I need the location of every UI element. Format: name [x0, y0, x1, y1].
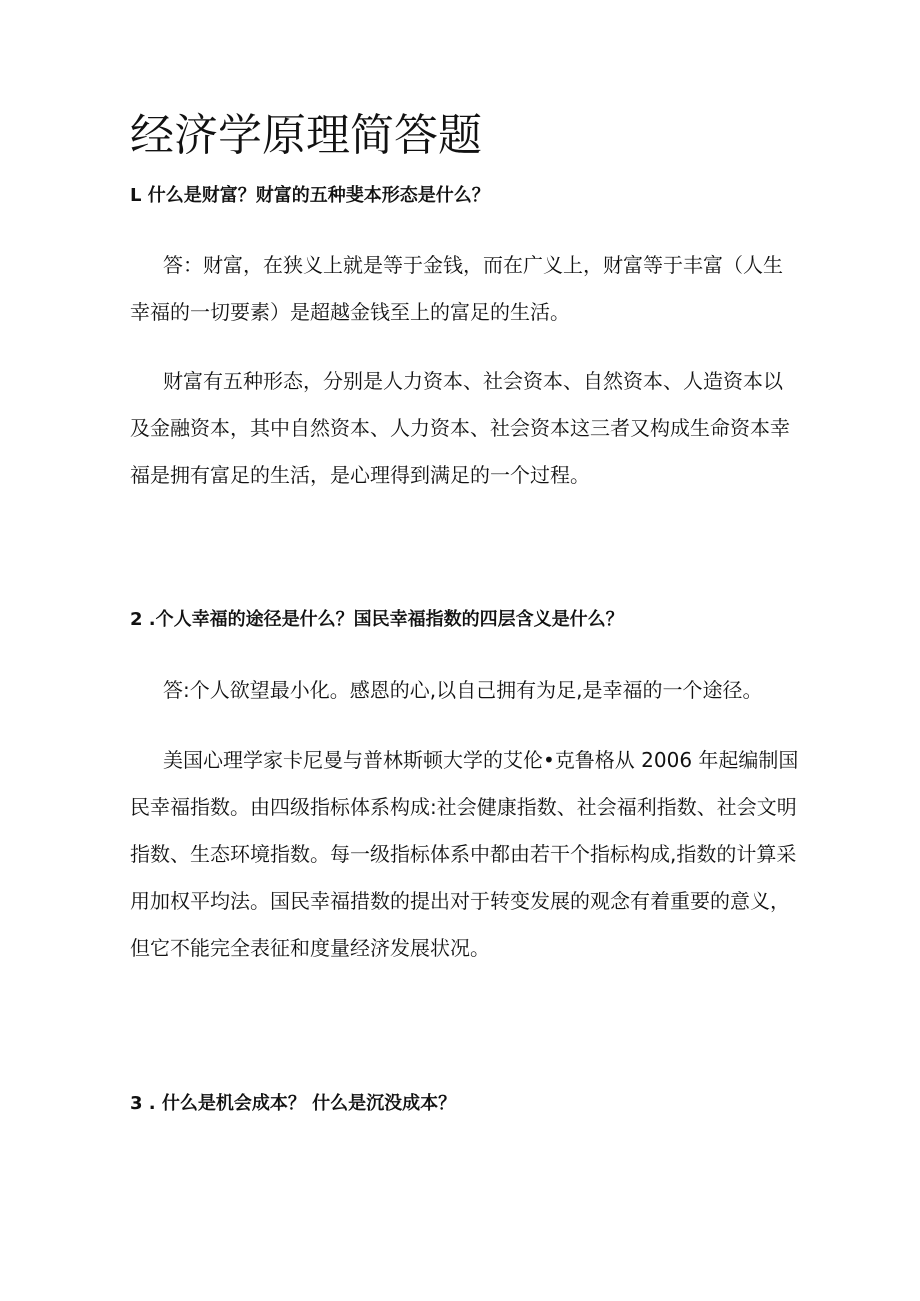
question-1: L 什么是财富？财富的五种斐本形态是什么？ [130, 185, 490, 206]
text-line: 及金融资本，其中自然资本、人力资本、社会资本这三者又构成生命资本幸 [130, 416, 790, 440]
text-line: 福是拥有富足的生活，是心理得到满足的一个过程。 [130, 463, 590, 487]
text-line: 财富有五种形态，分别是人力资本、社会资本、自然资本、人造资本以 [163, 369, 783, 393]
q2-answer-paragraph-1 [130, 667, 800, 714]
q1-answer-paragraph-1 [130, 242, 800, 336]
text-line: 指数、生态环境指数。每一级指标体系中都由若干个指标构成,指数的计算采 [130, 842, 797, 866]
q1-answer-paragraph-2 [130, 358, 800, 499]
q2-answer-paragraph-2 [130, 737, 800, 972]
question-3: 3 . 什么是机会成本？ 什么是沉没成本？ [130, 1093, 457, 1114]
text-line: 答：财富，在狭义上就是等于金钱，而在广义上，财富等于丰富（人生 [163, 253, 783, 277]
text-line: 民幸福指数。由四级指标体系构成:社会健康指数、社会福利指数、社会文明 [130, 795, 797, 819]
document-title: 经济学原理简答题 [130, 110, 482, 161]
text-line: 美国心理学家卡尼曼与普林斯顿大学的艾伦•克鲁格从 2006 年起编制国 [163, 748, 799, 772]
text-line: 幸福的一切要素）是超越金钱至上的富足的生活。 [130, 300, 570, 324]
text-line: 用加权平均法。国民幸福措数的提出对于转变发展的观念有着重要的意义， [130, 889, 790, 913]
text-line: 但它不能完全表征和度量经济发展状况。 [130, 936, 490, 960]
question-2: 2 .个人幸福的途径是什么？国民幸福指数的四层含义是什么？ [130, 609, 624, 630]
text-line: 答:个人欲望最小化。感恩的心,以自己拥有为足,是幸福的一个途径。 [163, 678, 763, 702]
